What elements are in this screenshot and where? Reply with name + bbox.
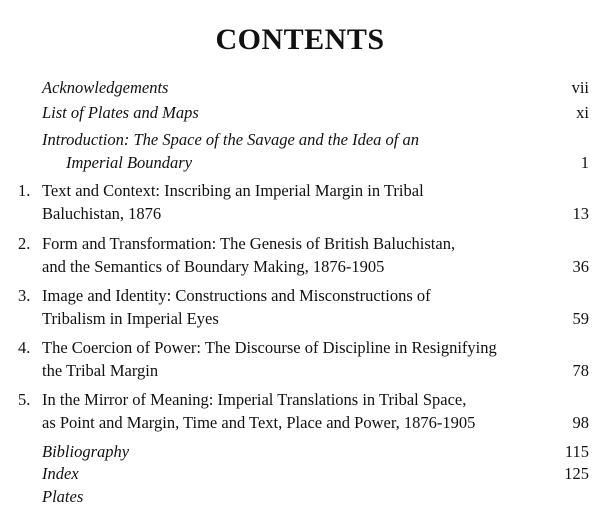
toc-page-number: 36	[572, 257, 589, 276]
toc-entry-chapter-5	[0, 388, 600, 434]
toc-entry-chapter-4	[0, 336, 600, 382]
chapter-number: 3.	[18, 286, 31, 305]
toc-entry-acknowledgements	[0, 76, 600, 99]
toc-entry-introduction	[0, 128, 600, 174]
toc-entry-plates	[0, 485, 600, 508]
toc-entry-title	[42, 440, 532, 463]
toc-entry-chapter-1	[0, 179, 600, 225]
toc-entry-line: In the Mirror of Meaning: Imperial Translations in Tribal Space,	[42, 390, 467, 409]
toc-entry-line: and the Semantics of Boundary Making, 1876-1905	[42, 257, 385, 276]
toc-entry-line: Introduction: The Space of the Savage and the Idea of an	[42, 130, 419, 149]
page-title: CONTENTS	[215, 23, 385, 56]
toc-entry-title	[42, 462, 532, 485]
chapter-number: 2.	[18, 234, 31, 253]
toc-entry-chapter-3	[0, 284, 600, 330]
toc-page-number: 125	[564, 464, 589, 483]
toc-entry-line: List of Plates and Maps	[42, 103, 199, 122]
toc-entry-title	[42, 485, 532, 508]
toc-entry-title	[42, 101, 532, 124]
chapter-number: 1.	[18, 181, 31, 200]
toc-entry-line: Imperial Boundary	[66, 153, 193, 172]
toc-entry-line: Index	[42, 464, 79, 483]
toc-entry-title	[42, 232, 532, 278]
toc-entry-title	[42, 336, 532, 382]
toc-entry-line: Baluchistan, 1876	[42, 204, 162, 223]
toc-entry-line: Bibliography	[42, 442, 130, 461]
toc-page-number: 98	[572, 413, 589, 432]
chapter-number: 4.	[18, 338, 31, 357]
toc-page-number: 115	[564, 442, 589, 461]
toc-entry-line: Tribalism in Imperial Eyes	[42, 309, 219, 328]
toc-entry-title	[42, 179, 532, 225]
toc-entry-chapter-2	[0, 232, 600, 278]
toc-page-number: 13	[572, 204, 589, 223]
toc-entry-title	[42, 76, 532, 99]
toc-page-number: xi	[576, 103, 589, 122]
toc-entry-line: Text and Context: Inscribing an Imperial Margin in Tribal	[42, 181, 424, 200]
toc-page-number: vii	[571, 78, 589, 97]
toc-page-number: 59	[572, 309, 589, 328]
toc-entry-line: Acknowledgements	[42, 78, 169, 97]
toc-entry-line: The Coercion of Power: The Discourse of Discipline in Resignifying	[42, 338, 497, 357]
toc-page-number: 78	[572, 361, 589, 380]
toc-entry-line: Image and Identity: Constructions and Misconstructions of	[42, 286, 431, 305]
toc-entry-title	[42, 388, 532, 434]
toc-entry-line: the Tribal Margin	[42, 361, 159, 380]
toc-entry-bibliography	[0, 440, 600, 463]
toc-entry-index	[0, 462, 600, 485]
toc-entry-line: Plates	[42, 487, 84, 506]
toc-entry-plates-and-maps	[0, 101, 600, 124]
toc-page-number: 1	[580, 153, 589, 172]
toc-entry-line: as Point and Margin, Time and Text, Place and Power, 1876-1905	[42, 413, 476, 432]
chapter-number: 5.	[18, 390, 31, 409]
toc-entry-title	[42, 284, 532, 330]
toc-entry-line: Form and Transformation: The Genesis of British Baluchistan,	[42, 234, 456, 253]
toc-entry-title	[42, 128, 532, 174]
